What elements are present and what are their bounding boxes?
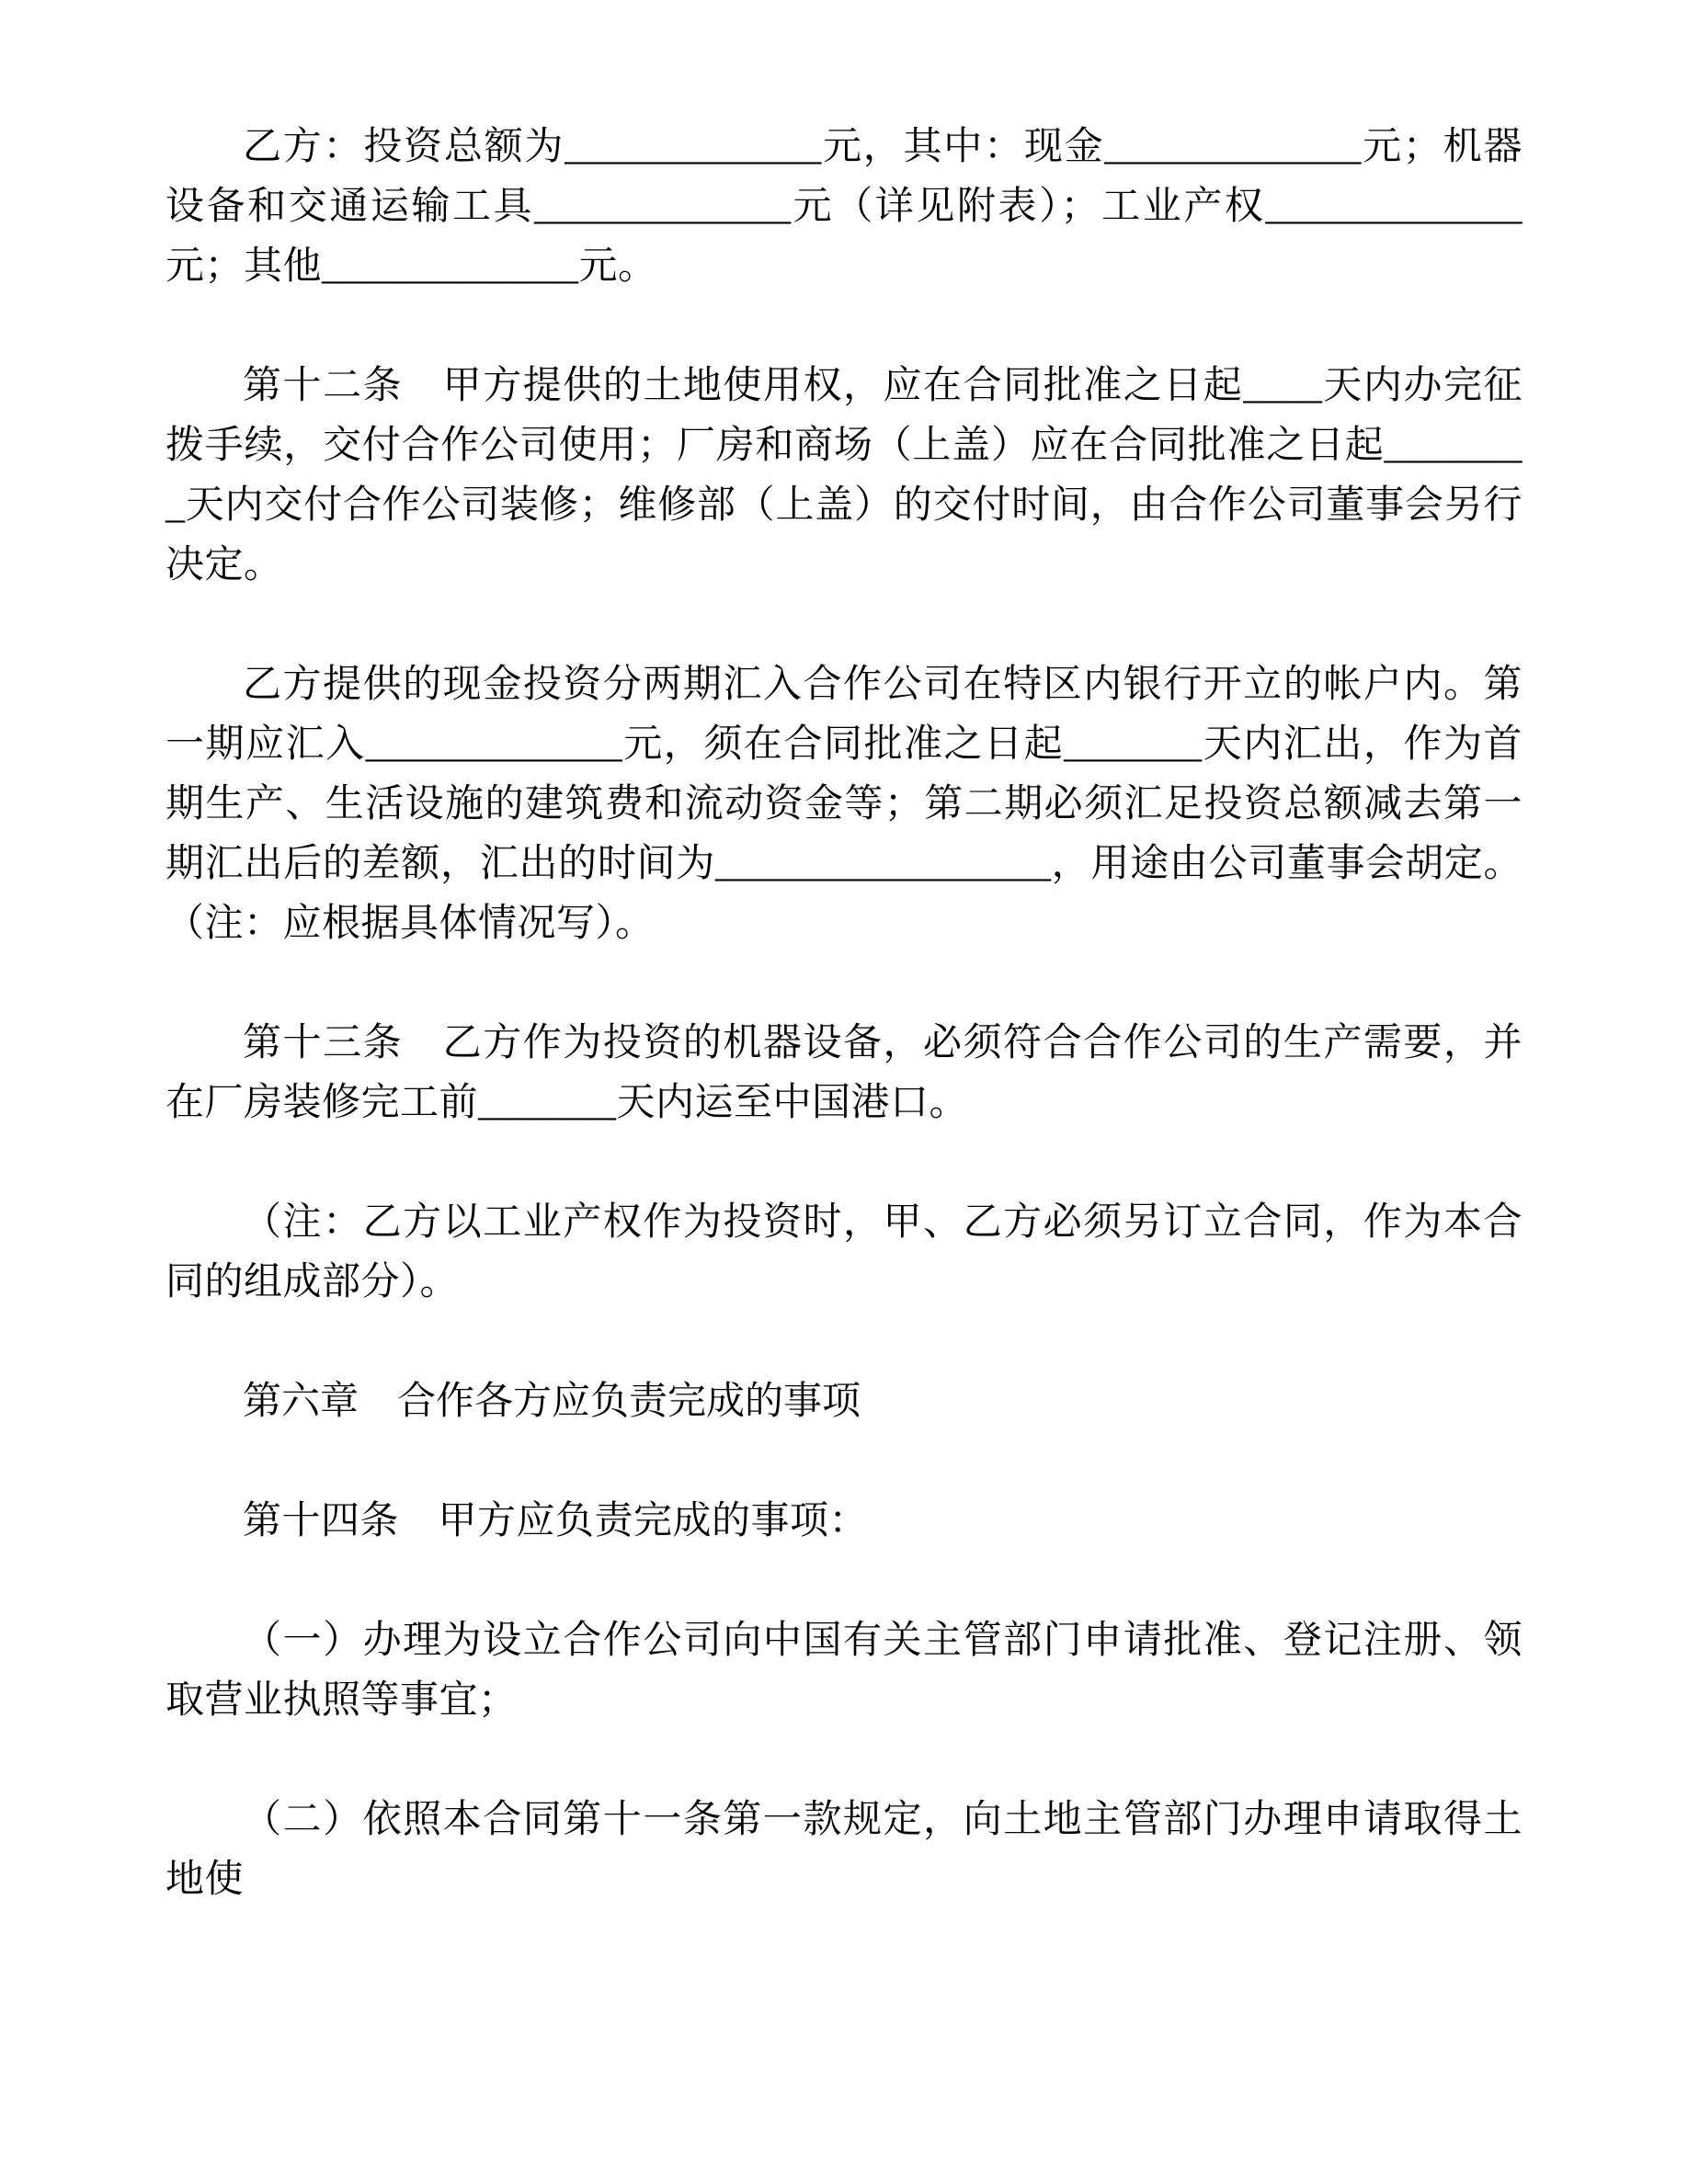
paragraph-party-b-investment-total: 乙方：投资总额为_____________元，其中：现金_____________元；机器设备和交通运输工具_____________元（详见附表）；工业产权_____________元；其他_____________元。 [165, 126, 1523, 288]
paragraph-article-13-machinery: 第十三条 乙方作为投资的机器设备，必须符合合作公司的生产需要，并在厂房装修完工前_______天内运至中国港口。 [165, 1022, 1523, 1124]
paragraph-note-industrial-property: （注：乙方以工业产权作为投资时，甲、乙方必须另订立合同，作为本合同的组成部分）。 [165, 1201, 1523, 1303]
paragraph-duty-item-2-land-application: （二）依照本合同第十一条第一款规定，向土地主管部门办理申请取得土地使 [165, 1799, 1523, 1901]
heading-chapter-6: 第六章 合作各方应负责完成的事项 [243, 1381, 861, 1423]
paragraph-party-b-cash-remittance: 乙方提供的现金投资分两期汇入合作公司在特区内银行开立的帐户内。第一期应汇入_____________元，须在合同批准之日起_______天内汇出，作为首期生产、生活设施的建筑费和流动资金等；第二期必须汇足投资总额减去第一期汇出后的差额，汇出的时间为_________________，用途由公司董事会胡定。（注：应根据具体情况写）。 [165, 664, 1523, 945]
paragraph-duty-item-1-registration: （一）办理为设立合作公司向中国有关主管部门申请批准、登记注册、领取营业执照等事宜； [165, 1620, 1523, 1722]
paragraph-article-12-land-use: 第十二条 甲方提供的土地使用权，应在合同批准之日起____天内办完征拨手续，交付合作公司使用；厂房和商场（上盖）应在合同批准之日起________天内交付合作公司装修；维修部（上盖）的交付时间，由合作公司董事会另行决定。 [165, 365, 1523, 586]
paragraph-article-14-party-a-duties: 第十四条 甲方应负责完成的事项： [243, 1500, 869, 1542]
